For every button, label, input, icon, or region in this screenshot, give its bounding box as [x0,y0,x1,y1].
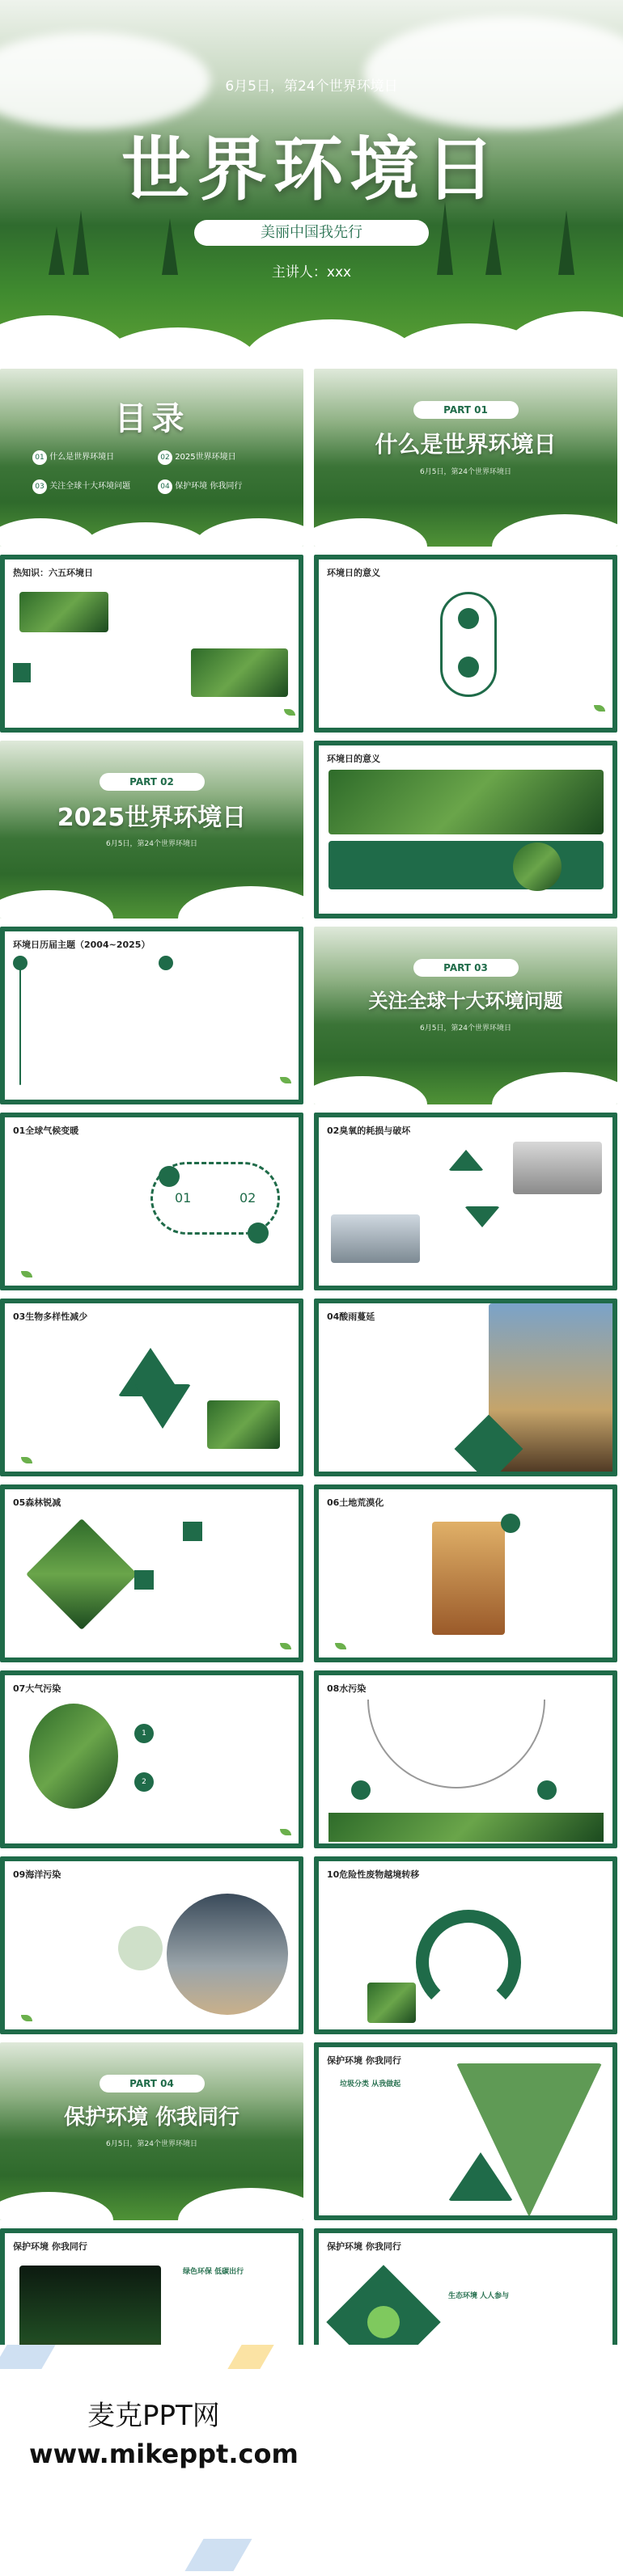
slide-water [314,1670,617,1848]
icon [537,1780,557,1800]
cover-speaker: 主讲人：xxx [271,264,352,281]
arrow-down-icon [464,1206,500,1227]
cloud [178,2188,303,2220]
photo-hexagon [29,1704,118,1809]
slide-acid-rain [314,1299,617,1476]
part1-sub: 6月5日，第24个世界环境日 [420,468,511,476]
slide-ocean [0,1856,303,2034]
toc-item[interactable]: 03 关注全球十大环境问题 [32,479,154,494]
slide-title: 环境日历届主题（2004~2025） [13,940,150,950]
photo [207,1400,280,1449]
icon [351,1780,371,1800]
leaf [21,1271,32,1277]
cloud [492,1072,617,1104]
part3-slide [314,927,617,1104]
recycle-icon [367,2306,400,2338]
toc-slide [0,369,303,547]
photo-circle [513,842,562,891]
slide-desert [314,1484,617,1662]
slide-hot-knowledge [0,555,303,733]
cover-subtitle: 6月5日，第24个世界环境日 [225,78,398,95]
photo-circle [167,1894,288,2015]
decoration [0,2345,56,2369]
leaf [21,2015,32,2021]
arc [367,1700,545,1788]
step-number: 1 [134,1724,154,1743]
photo [19,592,108,632]
slide-title: 环境日的意义 [327,754,380,764]
icon [501,1514,520,1533]
slide-themes [0,927,303,1104]
list-icon [134,1570,154,1590]
icon [458,657,479,678]
photo-strip [328,1813,604,1842]
leaf [280,1643,291,1649]
toc-item[interactable]: 01 什么是世界环境日 [32,450,154,465]
slide-title: 04酸雨蔓延 [327,1311,375,1322]
cloud [314,518,427,547]
mist [364,16,623,129]
cloud [97,327,259,364]
part4-slide [0,2042,303,2220]
footer [0,2345,623,2576]
photo [191,648,288,697]
step-number: 2 [134,1772,154,1792]
triangle-shape [134,1384,191,1429]
toc-item[interactable]: 02 2025世界环境日 [158,450,287,465]
part1-tag: PART 01 [413,401,519,419]
part2-sub: 6月5日，第24个世界环境日 [106,840,197,848]
part1-title: 什么是世界环境日 [375,431,557,458]
part2-tag: PART 02 [100,773,205,791]
mail-icon [159,1166,180,1187]
slide-ozone [314,1113,617,1290]
slide-significance [314,555,617,733]
footer-url[interactable]: www.mikeppt.com [29,2439,299,2469]
footer-brand: 麦克PPT网 [87,2400,220,2432]
timeline [19,956,21,1085]
slide-title: 01全球气候变暖 [13,1125,79,1136]
leaf [280,1077,291,1083]
photo-circle [118,1926,163,1970]
cloud [178,886,303,918]
leaf [335,1643,346,1649]
slide-title: 09海洋污染 [13,1869,61,1880]
item-heading: 垃圾分类 从我做起 [340,2080,401,2088]
banner [328,841,604,889]
decoration [227,2345,273,2369]
cloud [492,514,617,547]
photo-desert [432,1522,505,1635]
cloud [502,311,623,364]
slide-title: 03生物多样性减少 [13,1311,88,1322]
toc-title: 目录 [114,400,189,437]
book-icon [183,1522,202,1541]
photo [328,770,604,834]
arrow-up-icon [448,1150,484,1171]
toc-item[interactable]: 04 保护环境 你我同行 [158,479,287,494]
photo [367,1983,416,2023]
item-heading: 绿色环保 低碳出行 [183,2268,244,2276]
photo-diamond [26,1518,138,1630]
cloud [81,522,210,547]
slide-title: 07大气污染 [13,1683,61,1694]
slide-title: 保护环境 你我同行 [327,2055,401,2066]
timeline-dot [13,956,28,970]
cover-button: 美丽中国我先行 [194,220,429,246]
cloud [194,518,303,547]
slide-title: 08水污染 [327,1683,367,1694]
slide-title: 保护环境 你我同行 [327,2241,401,2252]
slide-title: 05森林锐减 [13,1497,61,1508]
cloud [314,1076,427,1104]
cover-title: 世界环境日 [121,129,502,210]
slide-title: 保护环境 你我同行 [13,2241,87,2252]
timeline-dot [159,956,173,970]
slide-climate [0,1113,303,1290]
part3-sub: 6月5日，第24个世界环境日 [420,1024,511,1033]
part4-tag: PART 04 [100,2075,205,2092]
slide-title: 10危险性废物越境转移 [327,1869,420,1880]
leaf [280,1829,291,1835]
slide-air [0,1670,303,1848]
slide-hazardous [314,1856,617,2034]
photo-factory [513,1142,602,1194]
item-heading: 生态环境 人人参与 [448,2292,510,2300]
label-01: 01 [175,1190,192,1206]
pentagon-icon [13,663,31,682]
triangle-shape [448,2152,513,2201]
photo-factory [331,1214,420,1263]
pencil-icon [248,1223,269,1244]
part1-slide [314,369,617,547]
label-02: 02 [239,1190,256,1206]
slide-significance-2 [314,741,617,918]
part2-slide [0,741,303,918]
icon [458,608,479,629]
leaf [594,705,605,712]
part4-sub: 6月5日，第24个世界环境日 [106,2140,197,2148]
part4-title: 保护环境 你我同行 [63,2105,240,2130]
slide-biodiversity [0,1299,303,1476]
slide-title: 热知识：六五环境日 [13,568,93,578]
part2-title: 2025世界环境日 [57,804,247,832]
leaf [21,1457,32,1463]
part3-title: 关注全球十大环境问题 [368,990,563,1012]
part3-tag: PART 03 [413,959,519,977]
slide-title: 02臭氧的耗损与破坏 [327,1125,411,1136]
slide-deforestation [0,1484,303,1662]
cloud [0,890,113,918]
arc-chart [416,1910,521,2015]
leaf [284,709,295,716]
slide-title: 环境日的意义 [327,568,380,578]
cover-slide [0,0,623,364]
slide-title: 06土地荒漠化 [327,1497,384,1508]
cloud [0,2192,113,2220]
decoration [184,2539,252,2571]
slide-protect-1 [314,2042,617,2220]
